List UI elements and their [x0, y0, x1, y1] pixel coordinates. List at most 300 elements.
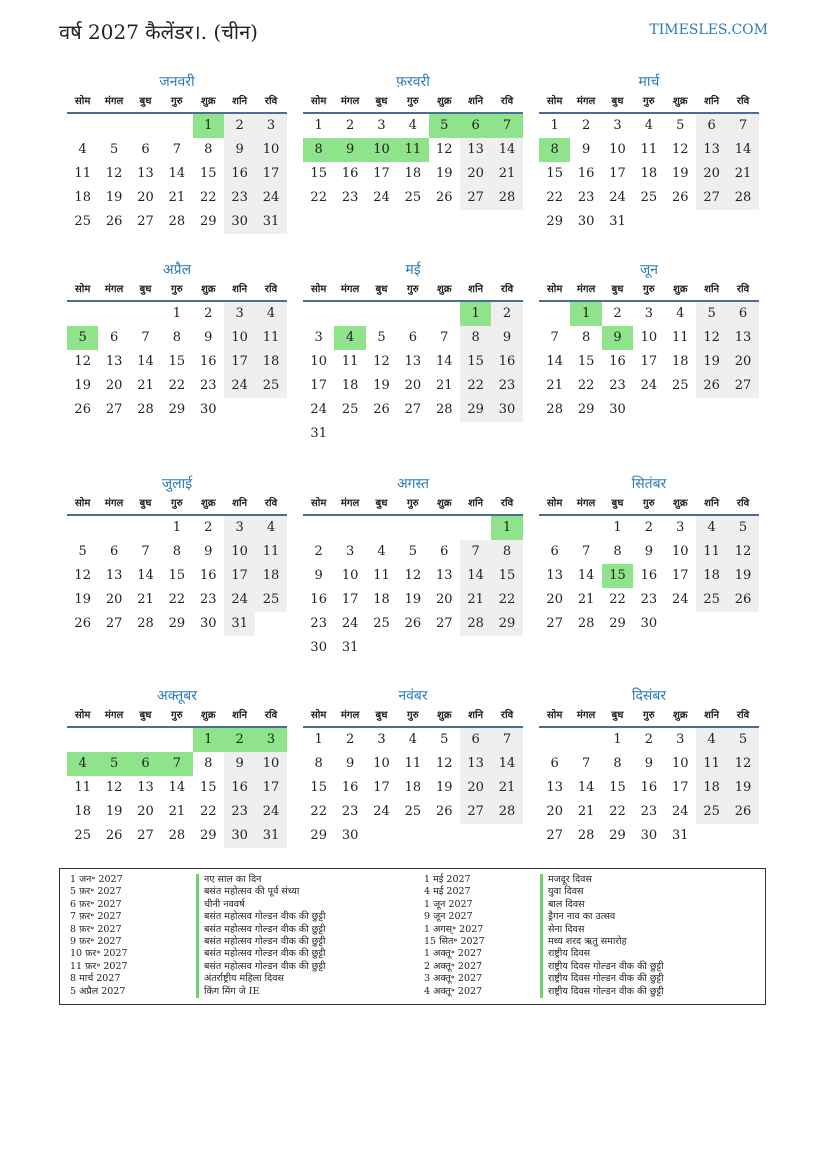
day-cell: 7: [727, 114, 758, 138]
weekday-header: [539, 92, 759, 114]
weekday-label: गुरु: [643, 498, 655, 509]
day-cell: 3: [377, 118, 386, 133]
weekday-header: [539, 280, 759, 302]
legend-date: 5 फ़र॰ 2027: [70, 886, 122, 898]
day-cell: 3: [224, 516, 255, 540]
weekday-label: सोम: [311, 284, 327, 295]
weekday-label: गुरु: [171, 284, 183, 295]
day-cell: 22: [310, 804, 327, 819]
day-cell: 16: [341, 166, 359, 181]
day-cell: 22: [199, 804, 217, 819]
day-cell: 11: [696, 540, 727, 564]
day-cell: 13: [105, 568, 123, 583]
day-cell: 4: [644, 118, 653, 133]
day-cell: 6: [141, 142, 150, 157]
day-grid: [303, 728, 523, 848]
legend-holiday-name: राष्ट्रीय दिवस गोल्डन वीक की छुट्टी: [540, 986, 664, 998]
day-cell: 19: [74, 378, 91, 393]
holiday-day: 5: [67, 326, 98, 350]
empty-cell: [366, 516, 397, 540]
holiday-day: 7: [161, 752, 192, 776]
day-cell: 4: [255, 302, 286, 326]
day-cell: 28: [727, 186, 758, 210]
day-cell: 17: [224, 350, 255, 374]
weekday-header: [303, 92, 523, 114]
legend-holiday-name: बसंत महोत्सव गोल्डन वीक की छुट्टी: [196, 961, 325, 973]
holiday-day: 4: [67, 752, 98, 776]
holiday-day: 6: [460, 114, 491, 138]
legend-holiday-name: बसंत महोत्सव की पूर्व संध्या: [196, 886, 325, 898]
day-cell: 19: [435, 780, 453, 795]
weekday-label: शुक्र: [673, 96, 688, 107]
page-title: वर्ष 2027 कैलेंडर।. (चीन): [59, 20, 258, 44]
day-cell: 26: [105, 214, 123, 229]
day-cell: 21: [137, 592, 154, 607]
day-cell: 29: [609, 828, 626, 843]
day-cell: 28: [168, 214, 186, 229]
empty-cell: [366, 302, 397, 326]
day-cell: 23: [310, 616, 327, 631]
day-cell: 17: [609, 166, 626, 181]
legend-names-right: [540, 874, 664, 998]
day-cell: 2: [644, 520, 653, 535]
day-cell: 31: [341, 640, 359, 655]
day-cell: 14: [460, 564, 491, 588]
empty-cell: [98, 516, 129, 540]
day-cell: 22: [609, 592, 626, 607]
day-cell: 1: [550, 118, 559, 133]
site-link[interactable]: TIMESLES.COM: [649, 22, 768, 38]
day-cell: 31: [671, 828, 689, 843]
day-cell: 8: [172, 330, 181, 345]
day-cell: 9: [314, 568, 323, 583]
weekday-label: गुरु: [407, 498, 419, 509]
day-cell: 13: [404, 354, 422, 369]
weekday-label: मंगल: [576, 710, 596, 721]
day-cell: 16: [224, 776, 255, 800]
holiday-day: 1: [491, 516, 522, 540]
day-cell: 21: [727, 162, 758, 186]
day-cell: 8: [581, 330, 591, 345]
day-cell: 26: [727, 800, 758, 824]
day-cell: 2: [613, 306, 622, 321]
day-cell: 25: [696, 588, 727, 612]
legend-date: 4 अक्तू॰ 2027: [424, 985, 483, 997]
day-cell: 1: [172, 520, 181, 535]
holiday-day: 1: [460, 302, 491, 326]
empty-cell: [334, 302, 365, 326]
day-cell: 7: [460, 540, 491, 564]
day-cell: 10: [310, 354, 327, 369]
day-cell: 12: [727, 540, 758, 564]
day-cell: 11: [696, 752, 727, 776]
day-cell: 29: [310, 828, 327, 843]
day-cell: 11: [255, 540, 286, 564]
empty-cell: [397, 302, 428, 326]
empty-cell: [161, 114, 192, 138]
day-cell: 8: [204, 756, 213, 771]
day-cell: 5: [676, 118, 685, 133]
weekday-label: बुध: [139, 96, 152, 107]
day-cell: 26: [74, 402, 91, 417]
day-cell: 14: [168, 166, 186, 181]
day-cell: 4: [255, 516, 286, 540]
day-cell: 24: [255, 800, 286, 824]
day-cell: 17: [341, 592, 359, 607]
holiday-day: 6: [130, 752, 161, 776]
day-cell: 20: [727, 350, 758, 374]
day-cell: 19: [696, 350, 727, 374]
weekday-label: शुक्र: [437, 96, 452, 107]
day-cell: 14: [168, 780, 186, 795]
day-cell: 25: [255, 588, 286, 612]
month-name: जुलाई: [161, 476, 193, 492]
day-cell: 5: [377, 330, 386, 345]
day-cell: 27: [460, 800, 491, 824]
legend-holiday-name: बसंत महोत्सव गोल्डन वीक की छुट्टी: [196, 948, 325, 960]
day-cell: 26: [105, 828, 123, 843]
weekday-header: [67, 280, 287, 302]
day-cell: 12: [435, 756, 453, 771]
legend-holiday-name: ड्रैगन नाव का उत्सव: [540, 911, 664, 923]
legend-date: 11 फ़र॰ 2027: [70, 960, 128, 972]
weekday-label: रवि: [500, 284, 514, 295]
empty-cell: [539, 728, 570, 752]
day-cell: 7: [581, 544, 591, 559]
weekday-label: गुरु: [171, 498, 183, 509]
day-cell: 30: [224, 210, 255, 234]
day-cell: 27: [460, 186, 491, 210]
day-cell: 5: [727, 516, 758, 540]
day-cell: 28: [435, 402, 453, 417]
legend-date: 10 फ़र॰ 2027: [70, 948, 128, 960]
legend-date: 15 सित॰ 2027: [424, 935, 485, 947]
day-cell: 14: [137, 568, 154, 583]
weekday-label: सोम: [547, 498, 563, 509]
day-cell: 14: [137, 354, 154, 369]
day-cell: 30: [199, 402, 217, 417]
day-cell: 31: [310, 426, 327, 441]
day-cell: 26: [373, 402, 390, 417]
day-cell: 28: [491, 186, 522, 210]
day-cell: 2: [224, 114, 255, 138]
day-cell: 5: [727, 728, 758, 752]
month-block: [539, 72, 759, 234]
day-cell: 4: [408, 732, 417, 747]
day-cell: 11: [404, 756, 422, 771]
weekday-label: बुध: [139, 284, 152, 295]
day-cell: 28: [546, 402, 563, 417]
day-cell: 28: [137, 616, 154, 631]
holiday-day: 1: [193, 728, 224, 752]
day-cell: 16: [609, 354, 626, 369]
weekday-label: रवि: [736, 96, 750, 107]
day-cell: 21: [577, 804, 595, 819]
day-cell: 30: [224, 824, 255, 848]
weekday-label: रवि: [264, 96, 278, 107]
day-cell: 24: [341, 616, 359, 631]
day-cell: 1: [314, 732, 323, 747]
day-cell: 20: [137, 190, 154, 205]
day-cell: 7: [581, 756, 591, 771]
day-cell: 6: [408, 330, 417, 345]
day-cell: 3: [613, 118, 622, 133]
weekday-label: रवि: [500, 710, 514, 721]
holiday-day: 3: [255, 728, 286, 752]
day-cell: 12: [105, 780, 123, 795]
weekday-label: गुरु: [407, 96, 419, 107]
holiday-day: 1: [570, 302, 601, 326]
day-cell: 28: [577, 828, 595, 843]
weekday-label: सोम: [311, 96, 327, 107]
month-name: अक्तूबर: [157, 688, 197, 704]
day-cell: 20: [105, 378, 123, 393]
day-cell: 10: [255, 752, 286, 776]
day-cell: 26: [727, 588, 758, 612]
day-cell: 18: [404, 166, 422, 181]
day-cell: 23: [341, 190, 359, 205]
weekday-label: मंगल: [104, 498, 124, 509]
day-grid: [303, 302, 523, 446]
day-cell: 6: [109, 330, 119, 345]
day-cell: 18: [404, 780, 422, 795]
day-cell: 14: [727, 138, 758, 162]
legend-holiday-name: मजदूर दिवस: [540, 874, 664, 886]
day-cell: 30: [199, 616, 217, 631]
day-cell: 22: [460, 374, 491, 398]
legend-holiday-name: किंग मिंग जे IE: [196, 986, 325, 998]
day-cell: 13: [460, 752, 491, 776]
day-cell: 7: [491, 728, 522, 752]
weekday-label: गुरु: [643, 96, 655, 107]
day-cell: 7: [440, 330, 449, 345]
day-cell: 20: [546, 592, 563, 607]
month-block: [539, 474, 759, 636]
day-cell: 11: [671, 330, 689, 345]
day-cell: 25: [640, 190, 658, 205]
day-cell: 16: [199, 354, 217, 369]
day-cell: 18: [341, 378, 359, 393]
day-cell: 2: [204, 520, 213, 535]
day-cell: 9: [345, 756, 355, 771]
day-cell: 5: [78, 544, 87, 559]
day-cell: 12: [105, 166, 123, 181]
month-block: [539, 260, 759, 422]
day-cell: 16: [224, 162, 255, 186]
day-grid: [303, 516, 523, 660]
day-cell: 18: [74, 190, 91, 205]
legend-holiday-name: बसंत महोत्सव गोल्डन वीक की छुट्टी: [196, 936, 325, 948]
day-cell: 21: [168, 804, 186, 819]
day-cell: 28: [137, 402, 154, 417]
empty-cell: [303, 302, 334, 326]
month-block: [303, 260, 523, 446]
month-block: [67, 686, 287, 848]
legend-date: 8 मार्च 2027: [70, 973, 121, 985]
weekday-header: [303, 280, 523, 302]
weekday-label: शनि: [704, 498, 720, 509]
day-cell: 4: [408, 118, 417, 133]
day-cell: 2: [581, 118, 591, 133]
day-cell: 26: [696, 374, 727, 398]
day-cell: 3: [224, 302, 255, 326]
day-cell: 10: [341, 568, 359, 583]
day-cell: 15: [199, 166, 217, 181]
day-cell: 18: [74, 804, 91, 819]
day-cell: 27: [105, 402, 123, 417]
day-cell: 16: [640, 780, 658, 795]
day-cell: 6: [109, 544, 119, 559]
day-cell: 22: [577, 378, 595, 393]
empty-cell: [98, 302, 129, 326]
day-cell: 6: [550, 544, 559, 559]
day-cell: 16: [310, 592, 327, 607]
weekday-label: बुध: [139, 498, 152, 509]
day-cell: 3: [255, 114, 286, 138]
empty-cell: [570, 728, 601, 752]
legend-date: 9 फ़र॰ 2027: [70, 935, 122, 947]
day-cell: 8: [613, 756, 622, 771]
day-cell: 2: [644, 732, 653, 747]
day-cell: 27: [404, 402, 422, 417]
day-cell: 11: [373, 568, 390, 583]
day-cell: 25: [671, 378, 689, 393]
day-cell: 17: [373, 166, 390, 181]
day-cell: 21: [546, 378, 563, 393]
weekday-label: शनि: [704, 710, 720, 721]
weekday-label: सोम: [311, 498, 327, 509]
day-cell: 15: [546, 166, 563, 181]
day-cell: 20: [460, 776, 491, 800]
day-cell: 17: [373, 780, 390, 795]
month-block: [303, 474, 523, 660]
empty-cell: [130, 114, 161, 138]
weekday-label: रवि: [264, 498, 278, 509]
day-cell: 28: [577, 616, 595, 631]
day-cell: 17: [255, 162, 286, 186]
day-cell: 12: [671, 142, 689, 157]
weekday-label: रवि: [736, 498, 750, 509]
day-cell: 10: [373, 756, 390, 771]
empty-cell: [334, 516, 365, 540]
day-cell: 1: [613, 520, 622, 535]
weekday-label: बुध: [375, 284, 388, 295]
weekday-label: गुरु: [643, 710, 655, 721]
day-cell: 24: [609, 190, 626, 205]
day-cell: 2: [345, 732, 355, 747]
legend-date: 1 जन॰ 2027: [70, 874, 123, 885]
day-cell: 19: [373, 378, 390, 393]
empty-cell: [429, 302, 460, 326]
weekday-label: रवि: [264, 710, 278, 721]
day-cell: 8: [613, 544, 622, 559]
legend-date: 1 मई 2027: [424, 874, 471, 885]
day-cell: 30: [491, 398, 522, 422]
day-cell: 9: [204, 544, 213, 559]
day-cell: 9: [224, 138, 255, 162]
day-cell: 4: [78, 142, 87, 157]
weekday-label: मंगल: [340, 498, 360, 509]
weekday-label: सोम: [311, 710, 327, 721]
day-cell: 6: [696, 114, 727, 138]
day-cell: 5: [109, 142, 119, 157]
day-grid: [539, 114, 759, 234]
legend-holiday-name: राष्ट्रीय दिवस: [540, 948, 664, 960]
day-cell: 22: [168, 592, 186, 607]
month-name: नवंबर: [398, 688, 428, 704]
day-cell: 21: [435, 378, 453, 393]
day-cell: 8: [204, 142, 213, 157]
weekday-label: रवि: [264, 284, 278, 295]
weekday-label: शुक्र: [673, 498, 688, 509]
weekday-label: शनि: [704, 284, 720, 295]
month-block: [539, 686, 759, 848]
day-cell: 8: [172, 544, 181, 559]
day-cell: 26: [435, 804, 453, 819]
day-cell: 29: [199, 214, 217, 229]
day-cell: 22: [546, 190, 563, 205]
day-cell: 15: [310, 780, 327, 795]
day-cell: 20: [137, 804, 154, 819]
legend-date: 1 जून 2027: [424, 898, 473, 910]
holiday-legend: [59, 868, 766, 1005]
day-cell: 14: [577, 568, 595, 583]
day-cell: 3: [676, 732, 685, 747]
day-cell: 30: [640, 828, 658, 843]
day-cell: 27: [727, 374, 758, 398]
day-cell: 6: [550, 756, 559, 771]
day-cell: 20: [404, 378, 422, 393]
day-cell: 30: [609, 402, 626, 417]
holiday-day: 8: [539, 138, 570, 162]
day-cell: 25: [373, 616, 390, 631]
day-cell: 29: [546, 214, 563, 229]
holiday-day: 15: [602, 564, 633, 588]
day-cell: 13: [105, 354, 123, 369]
weekday-label: गुरु: [171, 710, 183, 721]
month-name: फ़रवरी: [396, 74, 430, 90]
month-name: अप्रैल: [162, 262, 192, 278]
weekday-label: शुक्र: [437, 710, 452, 721]
weekday-label: बुध: [375, 498, 388, 509]
weekday-label: गुरु: [643, 284, 655, 295]
day-cell: 25: [404, 804, 422, 819]
empty-cell: [303, 516, 334, 540]
month-name: जून: [639, 262, 659, 278]
day-cell: 31: [609, 214, 626, 229]
day-cell: 17: [310, 378, 327, 393]
legend-names-left: [196, 874, 325, 998]
day-cell: 13: [727, 326, 758, 350]
month-name: दिसंबर: [631, 688, 667, 704]
day-cell: 22: [609, 804, 626, 819]
day-cell: 18: [640, 166, 658, 181]
month-name: सितंबर: [631, 476, 667, 492]
weekday-header: [67, 92, 287, 114]
legend-dates-right: [424, 874, 485, 998]
weekday-label: सोम: [75, 96, 91, 107]
day-cell: 12: [727, 752, 758, 776]
month-block: [67, 474, 287, 636]
day-cell: 12: [373, 354, 390, 369]
empty-cell: [397, 516, 428, 540]
day-cell: 31: [255, 824, 286, 848]
legend-holiday-name: राष्ट्रीय दिवस गोल्डन वीक की छुट्टी: [540, 961, 664, 973]
day-cell: 15: [310, 166, 327, 181]
day-cell: 28: [168, 828, 186, 843]
day-cell: 14: [577, 780, 595, 795]
empty-cell: [570, 516, 601, 540]
